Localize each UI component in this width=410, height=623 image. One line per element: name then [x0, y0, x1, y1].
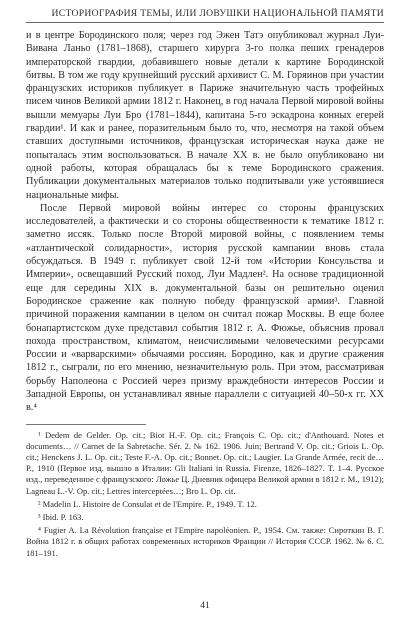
footnotes	[26, 430, 384, 559]
footnote-2: ² Madelin L. Histoire de Consulat et de l'Empire. P., 1949. T. 12.	[38, 498, 257, 509]
page-number: 41	[200, 601, 210, 611]
running-header: ИСТОРИОГРАФИЯ ТЕМЫ, ИЛИ ЛОВУШКИ НАЦИОНАЛЬНОЙ ПАМЯТИ	[26, 8, 384, 23]
paragraph-1: и в центре Бородинского поля; через год Эжен Татэ опубликовал журнал Луи-Вивана Ланьо (1781–1868), старшего хирурга 3-го полка пеших гренадеров императорской гвардии, добавившего новые детали к картине Бородинской битвы. В том же году крупнейший русский архивист С. М. Горяинов при участии французских историков публикует в Париже значительную часть трофейных писем чинов Великой армии 1812 г. Наконец, в год начала Первой мировой войны вышли мемуары Луи Бро (1781–1844), капитана 5-го эскадрона конных егерей гвардии¹. И как и ранее, поразительным было то, что, несмотря на такой объем ставших доступными источников, французская историческая наука даже не попыталась этим воспользоваться. В начале XX в. не было опубликовано ни одной работы, которая обращалась бы к теме Бородинского сражения. Публикации документальных материалов только подпитывали уже устоявшиеся национальные мифы.	[26, 30, 384, 201]
paragraph-2: После Первой мировой войны интерес со стороны французских исследователей, а фактически и со стороны общественности к тематике 1812 г. заметно иссяк. Только после Второй мировой войны, с появлением темы «атлантической солидарности», история русской кампании вновь стала обсуждаться. В 1949 г. публикует свой 12-й том «Истории Консульства и Империи», освещавший Русский поход, Луи Мадлен². На основе традиционной еще для середины XIX в. документальной базы он решительно оценил Бородинское сражение как полную победу французской армии³. Главной причиной поражения кампании в целом он считал пожар Москвы. В еще более бонапартистском духе представил события 1812 г. А. Фюжье, объяснив провал похода пространством, климатом, неисчислимыми человеческими ресурсами России и «варварскими» обычаями россиян. Бородино, как и другие сражения 1812 г., сыграли, по его мнению, незначительную роль. При этом, рассматривая борьбу Наполеона с Россией через призму враждебности интересов России и Западной Европы, он устанавливал явные параллели с ситуацией 40–50-х гг. XX в.⁴	[26, 202, 384, 414]
footnote-divider	[26, 424, 146, 425]
footnote-3: ³ Ibid. P. 163.	[38, 512, 84, 523]
book-page	[0, 8, 410, 623]
main-text	[26, 29, 384, 415]
footnote-4: ⁴ Fugier A. La Révolution française et l'Empire napoléonien. P., 1954. См. также: Сироткин В. Г. Война 1812 г. в общих работах современных историков Франции // История СССР. 1962. № 6. С. 181–191.	[26, 525, 384, 558]
footnote-1: ¹ Dedem de Gelder. Op. cit.; Biot H.-F. Op. cit.; François C. Op. cit.; d'Anthouard. Notes et documents… // Carnet de la Sabretache. Sér. 2. № 162. 1906. Juin; Bertrand V. Op. cit.; Griois L. Op. cit.; Henckens J. L. Op. cit.; Teste F.-A. Op. cit.; Bonnet. Op. cit.; Laugier. La Grande Armée, recit de… P., 1910 (Первое изд. вышло в Италии: Gli Italiani in Russia. Firenze, 1826–1827. T. 1–4. Русское изд., переведенное с французского: Ложье Ц. Дневник офицера Великой армии в 1812 г. М., 1912); Lagneau L.-V. Op. cit.; Lettres interceptées…; Bro L. Op. cit.	[26, 429, 384, 496]
